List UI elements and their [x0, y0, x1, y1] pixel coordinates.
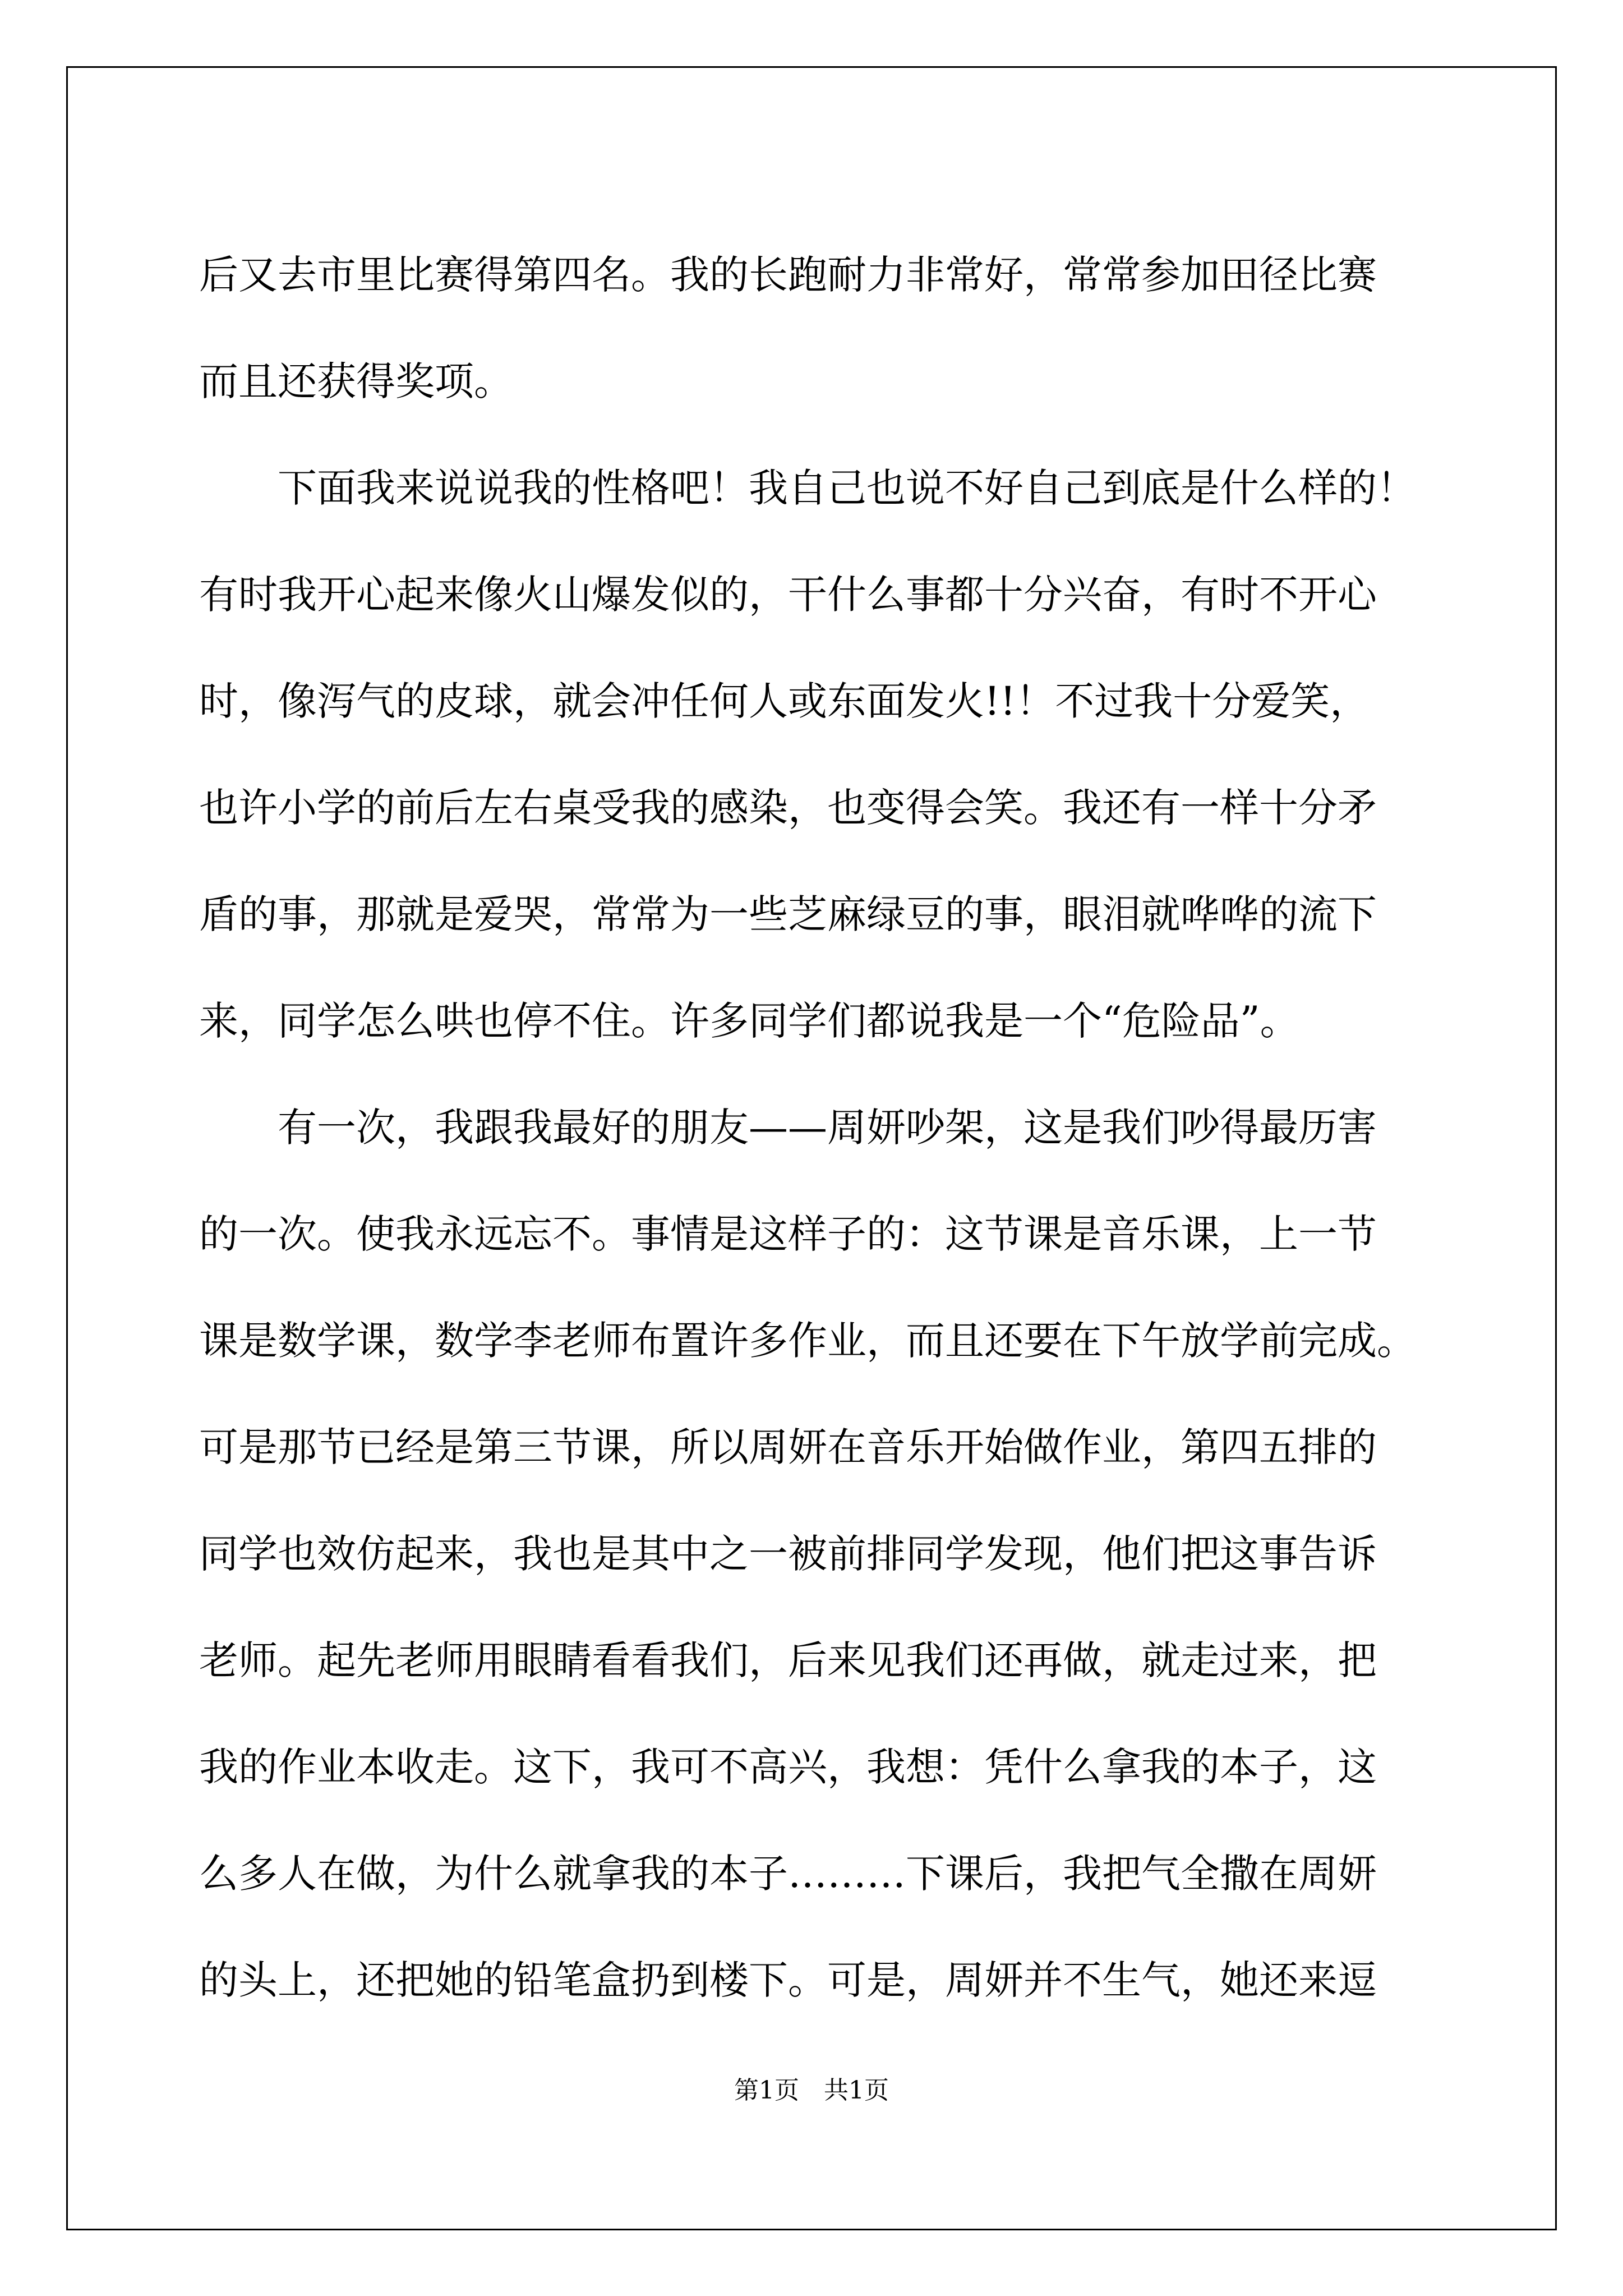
- text-line: 的头上，还把她的铅笔盒扔到楼下。可是，周妍并不生气，她还来逗: [199, 1957, 1377, 2003]
- text-line: 有时我开心起来像火山爆发似的，干什么事都十分兴奋，有时不开心: [199, 572, 1377, 618]
- text-line: 么多人在做，为什么就拿我的本子………下课后，我把气全撒在周妍: [199, 1851, 1377, 1897]
- text-line: 我的作业本收走。这下，我可不高兴，我想：凭什么拿我的本子，这: [199, 1744, 1377, 1790]
- text-line: 也许小学的前后左右桌受我的感染，也变得会笑。我还有一样十分矛: [199, 785, 1377, 831]
- text-line: 时，像泻气的皮球，就会冲任何人或东面发火!!！不过我十分爱笑，: [199, 678, 1370, 724]
- text-line: 后又去市里比赛得第四名。我的长跑耐力非常好，常常参加田径比赛: [199, 252, 1377, 298]
- text-line: 可是那节已经是第三节课，所以周妍在音乐开始做作业，第四五排的: [199, 1424, 1377, 1470]
- page-number: 第1页 共1页: [734, 2076, 889, 2105]
- text-line: 下面我来说说我的性格吧！我自己也说不好自己到底是什么样的！: [199, 465, 1416, 511]
- text-line: 课是数学课，数学李老师布置许多作业，而且还要在下午放学前完成。: [199, 1318, 1416, 1364]
- text-line: 有一次，我跟我最好的朋友——周妍吵架，这是我们吵得最历害: [199, 1105, 1377, 1151]
- text-line: 而且还获得奖项。: [199, 358, 513, 404]
- text-line: 的一次。使我永远忘不。事情是这样子的：这节课是音乐课，上一节: [199, 1211, 1377, 1257]
- text-line: 来，同学怎么哄也停不住。许多同学们都说我是一个“危险品”。: [199, 998, 1299, 1044]
- text-line: 盾的事，那就是爱哭，常常为一些芝麻绿豆的事，眼泪就哗哗的流下: [199, 891, 1377, 937]
- document-body: [199, 222, 1433, 2033]
- text-line: 同学也效仿起来，我也是其中之一被前排同学发现，他们把这事告诉: [199, 1531, 1377, 1577]
- text-line: 老师。起先老师用眼睛看看我们，后来见我们还再做，就走过来，把: [199, 1637, 1377, 1683]
